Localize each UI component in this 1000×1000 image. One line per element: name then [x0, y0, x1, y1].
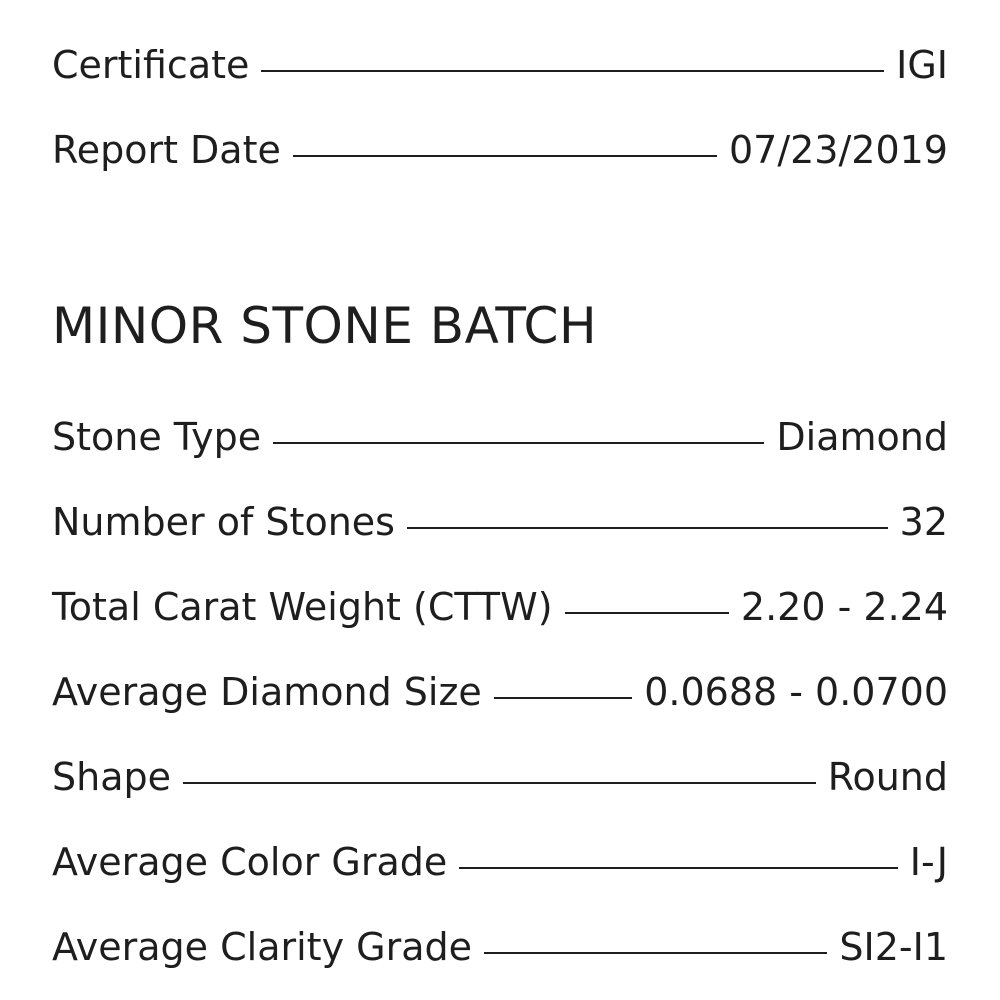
certificate-label: Certificate — [52, 43, 250, 87]
number-of-stones-row — [52, 499, 948, 545]
leader-line — [484, 952, 827, 954]
total-carat-weight-value: 2.20 - 2.24 — [740, 585, 948, 629]
leader-line — [494, 697, 632, 699]
average-clarity-grade-label: Average Clarity Grade — [52, 925, 473, 969]
average-color-grade-value: I-J — [909, 840, 948, 884]
leader-line — [273, 442, 764, 444]
report-date-value: 07/23/2019 — [728, 128, 948, 172]
total-carat-weight-label: Total Carat Weight (CTTW) — [52, 585, 553, 629]
total-carat-weight-row — [52, 584, 948, 630]
leader-line — [293, 155, 717, 157]
report-date-label: Report Date — [52, 128, 281, 172]
number-of-stones-label: Number of Stones — [52, 500, 395, 544]
average-diamond-size-value: 0.0688 - 0.0700 — [644, 670, 948, 714]
average-diamond-size-label: Average Diamond Size — [52, 670, 482, 714]
average-clarity-grade-row — [52, 924, 948, 970]
stone-type-label: Stone Type — [52, 415, 262, 459]
leader-line — [183, 782, 816, 784]
number-of-stones-value: 32 — [899, 500, 948, 544]
certificate-value: IGI — [896, 43, 948, 87]
report-date-row — [52, 127, 948, 173]
leader-line — [565, 612, 729, 614]
shape-value: Round — [827, 755, 948, 799]
average-color-grade-row — [52, 839, 948, 885]
stone-type-value: Diamond — [776, 415, 948, 459]
leader-line — [407, 527, 888, 529]
stone-type-row — [52, 414, 948, 460]
average-diamond-size-row — [52, 669, 948, 715]
shape-row — [52, 754, 948, 800]
average-clarity-grade-value: SI2-I1 — [839, 925, 948, 969]
section-title: MINOR STONE BATCH — [52, 297, 598, 355]
leader-line — [459, 867, 897, 869]
shape-label: Shape — [52, 755, 171, 799]
average-color-grade-label: Average Color Grade — [52, 840, 448, 884]
certificate-row — [52, 42, 948, 88]
leader-line — [261, 70, 884, 72]
